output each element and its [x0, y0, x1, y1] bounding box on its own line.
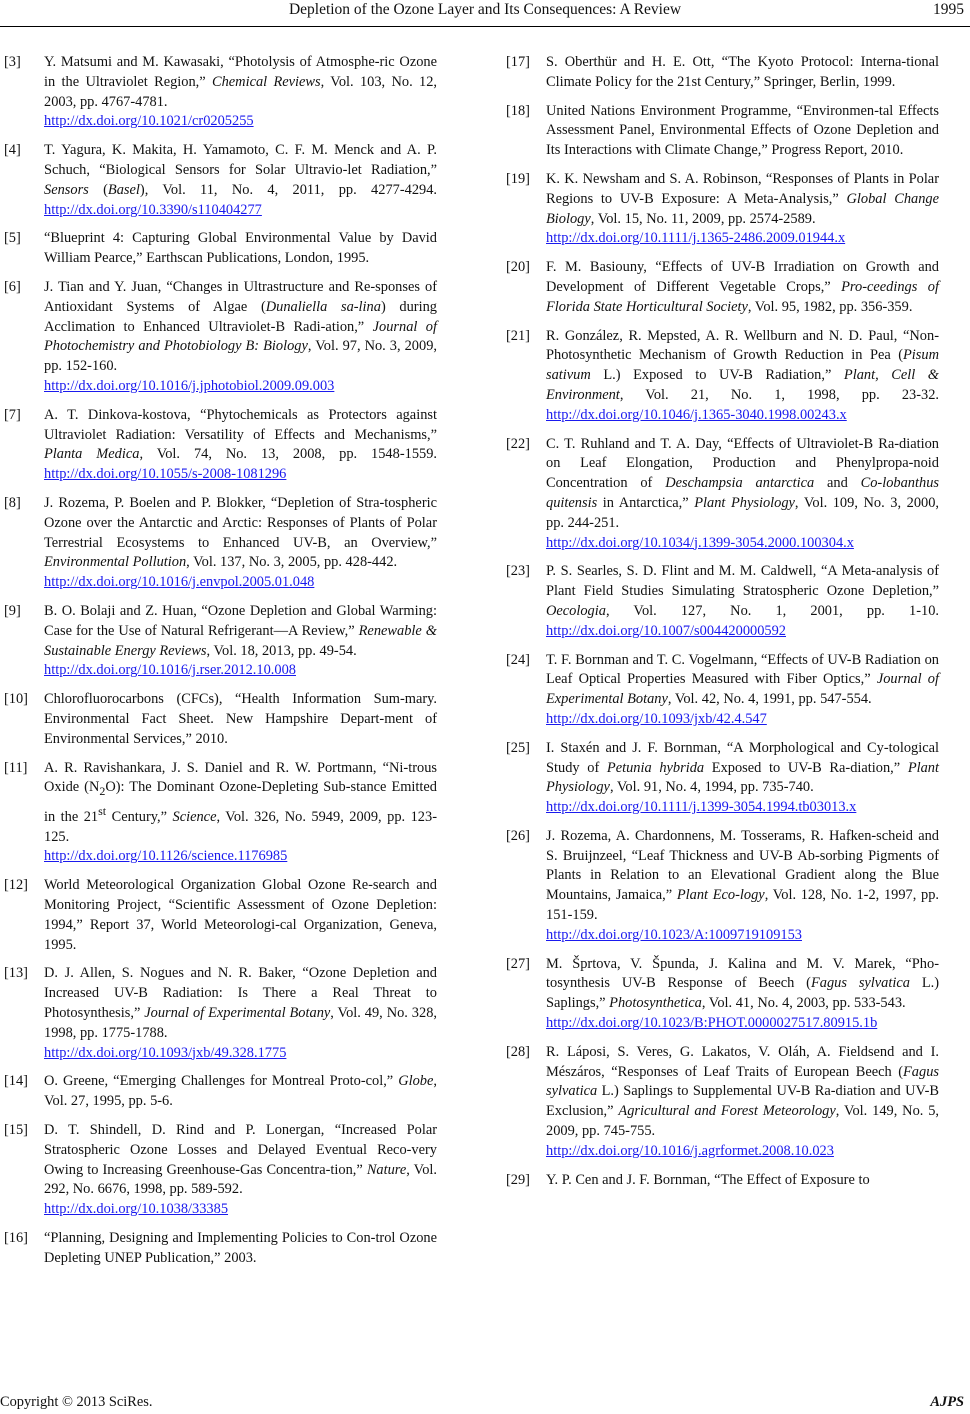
reference-text: P. S. Searles, S. D. Flint and M. M. Caldwell, “A Meta-analysis of Plant Field Studies Simulating Stratospheric Ozone Depletion,” Oecologia, Vol. 127, No. 1, 2001, pp. 1-10. [546, 563, 939, 619]
reference-text: “Blueprint 4: Capturing Global Environmental Value by David William Pearce,” Earthscan Publications, London, 1995. [44, 230, 437, 267]
reference-entry [4, 1229, 437, 1269]
reference-text: I. Staxén and J. F. Bornman, “A Morphological and Cy-tological Study of Petunia hybrida Exposed to UV-B Ra-diation,” Plant Physiology, Vol. 91, No. 4, 1994, pp. 735-740. [546, 739, 939, 796]
reference-entry [4, 759, 437, 868]
doi-link[interactable]: http://dx.doi.org/10.1093/jxb/42.4.547 [546, 710, 767, 727]
reference-text: S. Oberthür and H. E. Ott, “The Kyoto Protocol: Interna-tional Climate Policy for the 21st Century,” Springer, Berlin, 1999. [546, 54, 939, 90]
reference-entry [4, 964, 437, 1063]
reference-column-right [506, 53, 939, 1199]
reference-text: “Planning, Designing and Implementing Policies to Con-trol Ozone Depleting UNEP Publication,” 2003. [44, 1229, 437, 1266]
reference-text: A. R. Ravishankara, J. S. Daniel and R. W. Portmann, “Ni-trous Oxide $(N_2O)$: The Dominant Ozone-Depleting Sub-stance Emitted in the 21st Century,” Science, Vol. 326, No. 5949, 2009, pp. 123-125. [44, 759, 438, 845]
reference-number: [19] [506, 170, 530, 187]
reference-text: Chlorofluorocarbons (CFCs), “Health Information Sum-mary. Environmental Fact Sheet. New Hampshire Depart-ment of Environmental Services,” 2010. [44, 691, 437, 747]
reference-text: R. Láposi, S. Veres, G. Lakatos, V. Oláh, A. Fieldsend and I. Mészáros, “Responses of Leaf Traits of European Beech (Fagus sylvatica L.) Saplings to Supplemental UV-B Ra-diation and UV-B Exclusion,” Agricultural and Forest Meteorology, Vol. 149, No. 5, 2009, pp. 745-755. [546, 1043, 940, 1140]
reference-entry [506, 562, 939, 641]
reference-text: F. M. Basiouny, “Effects of UV-B Irradiation on Growth and Development of Different Vegetable Crops,” Pro-ceedings of Florida State Horticultural Society, Vol. 95, 1982, pp. 356-359. [546, 259, 939, 315]
reference-number: [15] [4, 1121, 28, 1138]
doi-link[interactable]: http://dx.doi.org/10.1093/jxb/49.328.1775 [44, 1044, 287, 1061]
reference-number: [6] [4, 278, 21, 295]
reference-column-left [4, 53, 437, 1278]
reference-number: [12] [4, 877, 28, 894]
reference-text: T. Yagura, K. Makita, H. Yamamoto, C. F. M. Menck and A. P. Schuch, “Biological Sensors for Solar Ultravio-let Radiation,” Sensors (Basel), Vol. 11, No. 4, 2011, pp. 4277-4294. [44, 142, 438, 198]
reference-text: World Meteorological Organization Global Ozone Re-search and Monitoring Project, “Scientific Assessment of Ozone Depletion: 1994,” Report 37, World Meteorologi-cal Organization, Geneva, 1995. [44, 877, 437, 953]
doi-link[interactable]: http://dx.doi.org/10.1111/j.1365-2486.2009.01944.x [546, 230, 846, 247]
reference-entry [506, 1171, 939, 1191]
reference-entry [4, 278, 437, 397]
reference-entry [4, 141, 437, 220]
reference-entry [4, 53, 437, 132]
reference-text: D. T. Shindell, D. Rind and P. Lonergan, “Increased Polar Stratospheric Ozone Losses and Delayed Eventual Reco-very Owing to Increasing Greenhouse-Gas Concentra-tion,” Nature, Vol. 292, No. 6676, 1998, pp. 589-592. [44, 1121, 437, 1198]
doi-link[interactable]: http://dx.doi.org/10.1023/B:PHOT.0000027517.80915.1b [546, 1015, 878, 1032]
reference-number: [16] [4, 1229, 28, 1246]
doi-link[interactable]: http://dx.doi.org/10.1034/j.1399-3054.2000.100304.x [546, 534, 854, 551]
reference-entry [506, 739, 939, 818]
doi-link[interactable]: http://dx.doi.org/10.1111/j.1399-3054.1994.tb03013.x [546, 799, 857, 816]
reference-number: [29] [506, 1171, 530, 1188]
reference-text: J. Rozema, P. Boelen and P. Blokker, “Depletion of Stra-tospheric Ozone over the Antarctic and Arctic: Responses of Plants of Polar Terrestrial Ecosystems to Enhanced UV-B, an Overview,” Environmental Pollution, Vol. 137, No. 3, 2005, pp. 428-442. [44, 494, 437, 571]
reference-entry [4, 602, 437, 681]
doi-link[interactable]: http://dx.doi.org/10.1016/j.jphotobiol.2009.09.003 [44, 377, 335, 394]
reference-text: B. O. Bolaji and Z. Huan, “Ozone Depletion and Global Warming: Case for the Use of Natural Refrigerant—A Review,” Renewable & Sustainable Energy Reviews, Vol. 18, 2013, pp. 49-54. [44, 602, 438, 659]
reference-number: [17] [506, 54, 530, 70]
reference-text: O. Greene, “Emerging Challenges for Montreal Proto-col,” Globe, Vol. 27, 1995, pp. 5-6. [44, 1073, 437, 1110]
reference-number: [27] [506, 955, 530, 972]
reference-text: A. T. Dinkova-kostova, “Phytochemicals as Protectors against Ultraviolet Radiation: Versatility of Effects and Mechanisms,” Planta Medica, Vol. 74, No. 13, 2008, pp. 1548-1559. [44, 406, 437, 463]
reference-number: [10] [4, 691, 28, 708]
reference-number: [24] [506, 651, 530, 668]
reference-number: [13] [4, 965, 28, 982]
reference-number: [28] [506, 1043, 530, 1060]
reference-number: [14] [4, 1073, 28, 1090]
reference-text: M. Šprtova, V. Špunda, J. Kalina and M. V. Marek, “Pho-tosynthesis UV-B Response of Beech (Fagus sylvatica L.) Saplings,” Photosynthetica, Vol. 41, No. 4, 2003, pp. 533-543. [546, 955, 940, 1012]
reference-entry [506, 102, 939, 161]
reference-text: R. González, R. Mepsted, A. R. Wellburn and N. D. Paul, “Non-Photosynthetic Mechanism of Growth Reduction in Pea (Pisum sativum L.) Exposed to UV-B Radiation,” Plant, Cell & Environment, Vol. 21, No. 1, 1998, pp. 23-32. [546, 327, 939, 403]
reference-text: Y. Matsumi and M. Kawasaki, “Photolysis of Atmosphe-ric Ozone in the Ultraviolet Region,” Chemical Reviews, Vol. 103, No. 12, 2003, pp. 4767-4781. [44, 54, 437, 110]
doi-link[interactable]: http://dx.doi.org/10.3390/s110404277 [44, 201, 262, 218]
reference-text: T. F. Bornman and T. C. Vogelmann, “Effects of UV-B Radiation on Leaf Optical Properties Measured with Fiber Optics,” Journal of Experimental Botany, Vol. 42, No. 4, 1991, pp. 547-554. [546, 651, 939, 708]
reference-entry [4, 229, 437, 269]
reference-number: [11] [4, 759, 28, 776]
reference-text: Y. P. Cen and J. F. Bornman, “The Effect of Exposure to [546, 1171, 870, 1188]
doi-link[interactable]: http://dx.doi.org/10.1126/science.1176985 [44, 848, 288, 865]
doi-link[interactable]: http://dx.doi.org/10.1055/s-2008-1081296 [44, 466, 287, 483]
reference-entry [506, 955, 939, 1034]
reference-number: [7] [4, 406, 21, 423]
reference-text: United Nations Environment Programme, “Environmen-tal Effects Assessment Panel, Environmental Effects of Ozone Depletion and Its Interactions with Climate Change,” Progress Report, 2010. [546, 102, 939, 159]
reference-number: [18] [506, 102, 530, 119]
reference-number: [20] [506, 259, 530, 276]
reference-text: D. J. Allen, S. Nogues and N. R. Baker, “Ozone Depletion and Increased UV-B Radiation: Is There a Real Threat to Photosynthesis,” Journal of Experimental Botany, Vol. 49, No. 328, 1998, pp. 1775-1788. [44, 965, 437, 1041]
doi-link[interactable]: http://dx.doi.org/10.1023/A:1009719109153 [546, 926, 802, 943]
copyright-notice: Copyright © 2013 SciRes. [0, 1394, 153, 1410]
journal-abbreviation: AJPS [930, 1394, 964, 1410]
reference-number: [8] [4, 494, 21, 511]
reference-text: K. K. Newsham and S. A. Robinson, “Responses of Plants in Polar Regions to UV-B Exposure: A Meta-Analysis,” Global Change Biology, Vol. 15, No. 11, 2009, pp. 2574-2589. [546, 170, 939, 227]
reference-number: [3] [4, 54, 21, 70]
doi-link[interactable]: http://dx.doi.org/10.1016/j.rser.2012.10.008 [44, 662, 296, 679]
reference-entry [4, 1121, 437, 1220]
reference-number: [5] [4, 230, 21, 247]
doi-link[interactable]: http://dx.doi.org/10.1016/j.envpol.2005.01.048 [44, 574, 315, 591]
reference-number: [25] [506, 739, 530, 756]
reference-text: C. T. Ruhland and T. A. Day, “Effects of Ultraviolet-B Ra-diation on Leaf Elongation, Production and Phenylpropa-noid Concentration of Deschampsia antarctica and Co-lobanthus quitensis in Antarctica,” Plant Physiology, Vol. 109, No. 3, 2000, pp. 244-251. [546, 435, 940, 531]
reference-number: [23] [506, 563, 530, 580]
reference-entry [506, 827, 939, 946]
doi-link[interactable]: http://dx.doi.org/10.1016/j.agrformet.2008.10.023 [546, 1142, 834, 1159]
reference-number: [22] [506, 435, 530, 452]
reference-entry [506, 327, 939, 426]
reference-entry [506, 170, 939, 249]
running-header [0, 0, 970, 27]
reference-entry [506, 435, 939, 554]
reference-number: [9] [4, 602, 21, 619]
doi-link[interactable]: http://dx.doi.org/10.1007/s004420000592 [546, 622, 786, 639]
running-title: Depletion of the Ozone Layer and Its Consequences: A Review [288, 1, 682, 18]
reference-entry [506, 53, 939, 93]
reference-entry [4, 1072, 437, 1112]
reference-entry [4, 494, 437, 593]
reference-entry [506, 1043, 939, 1162]
reference-entry [4, 876, 437, 955]
reference-entry [506, 651, 939, 730]
reference-number: [4] [4, 142, 21, 159]
reference-entry [4, 406, 437, 485]
reference-text: J. Rozema, A. Chardonnens, M. Tosserams, R. Hafken-scheid and S. Bruijnzeel, “Leaf Thickness and UV-B Ab-sorbing Pigments of Plants in Relation to an Elevational Gradient along the Blue Mountains, Jamaica,” Plant Eco-logy, Vol. 128, No. 1-2, 1997, pp. 151-159. [546, 827, 939, 924]
reference-entry [4, 690, 437, 749]
reference-text: J. Tian and Y. Juan, “Changes in Ultrastructure and Re-sponses of Antioxidant Systems of Algae (Dunaliella sa-lina) during Acclimation to Enhanced Ultraviolet-B Radi-ation,” Journal of Photochemistry and Photobiology B: Biology, Vol. 97, No. 3, 2009, pp. 152-160. [44, 278, 438, 375]
reference-number: [26] [506, 827, 530, 844]
doi-link[interactable]: http://dx.doi.org/10.1038/33385 [44, 1201, 229, 1218]
page-number: 1995 [933, 1, 964, 18]
reference-number: [21] [506, 327, 530, 344]
doi-link[interactable]: http://dx.doi.org/10.1021/cr0205255 [44, 113, 254, 130]
reference-entry [506, 258, 939, 317]
doi-link[interactable]: http://dx.doi.org/10.1046/j.1365-3040.1998.00243.x [546, 406, 847, 423]
